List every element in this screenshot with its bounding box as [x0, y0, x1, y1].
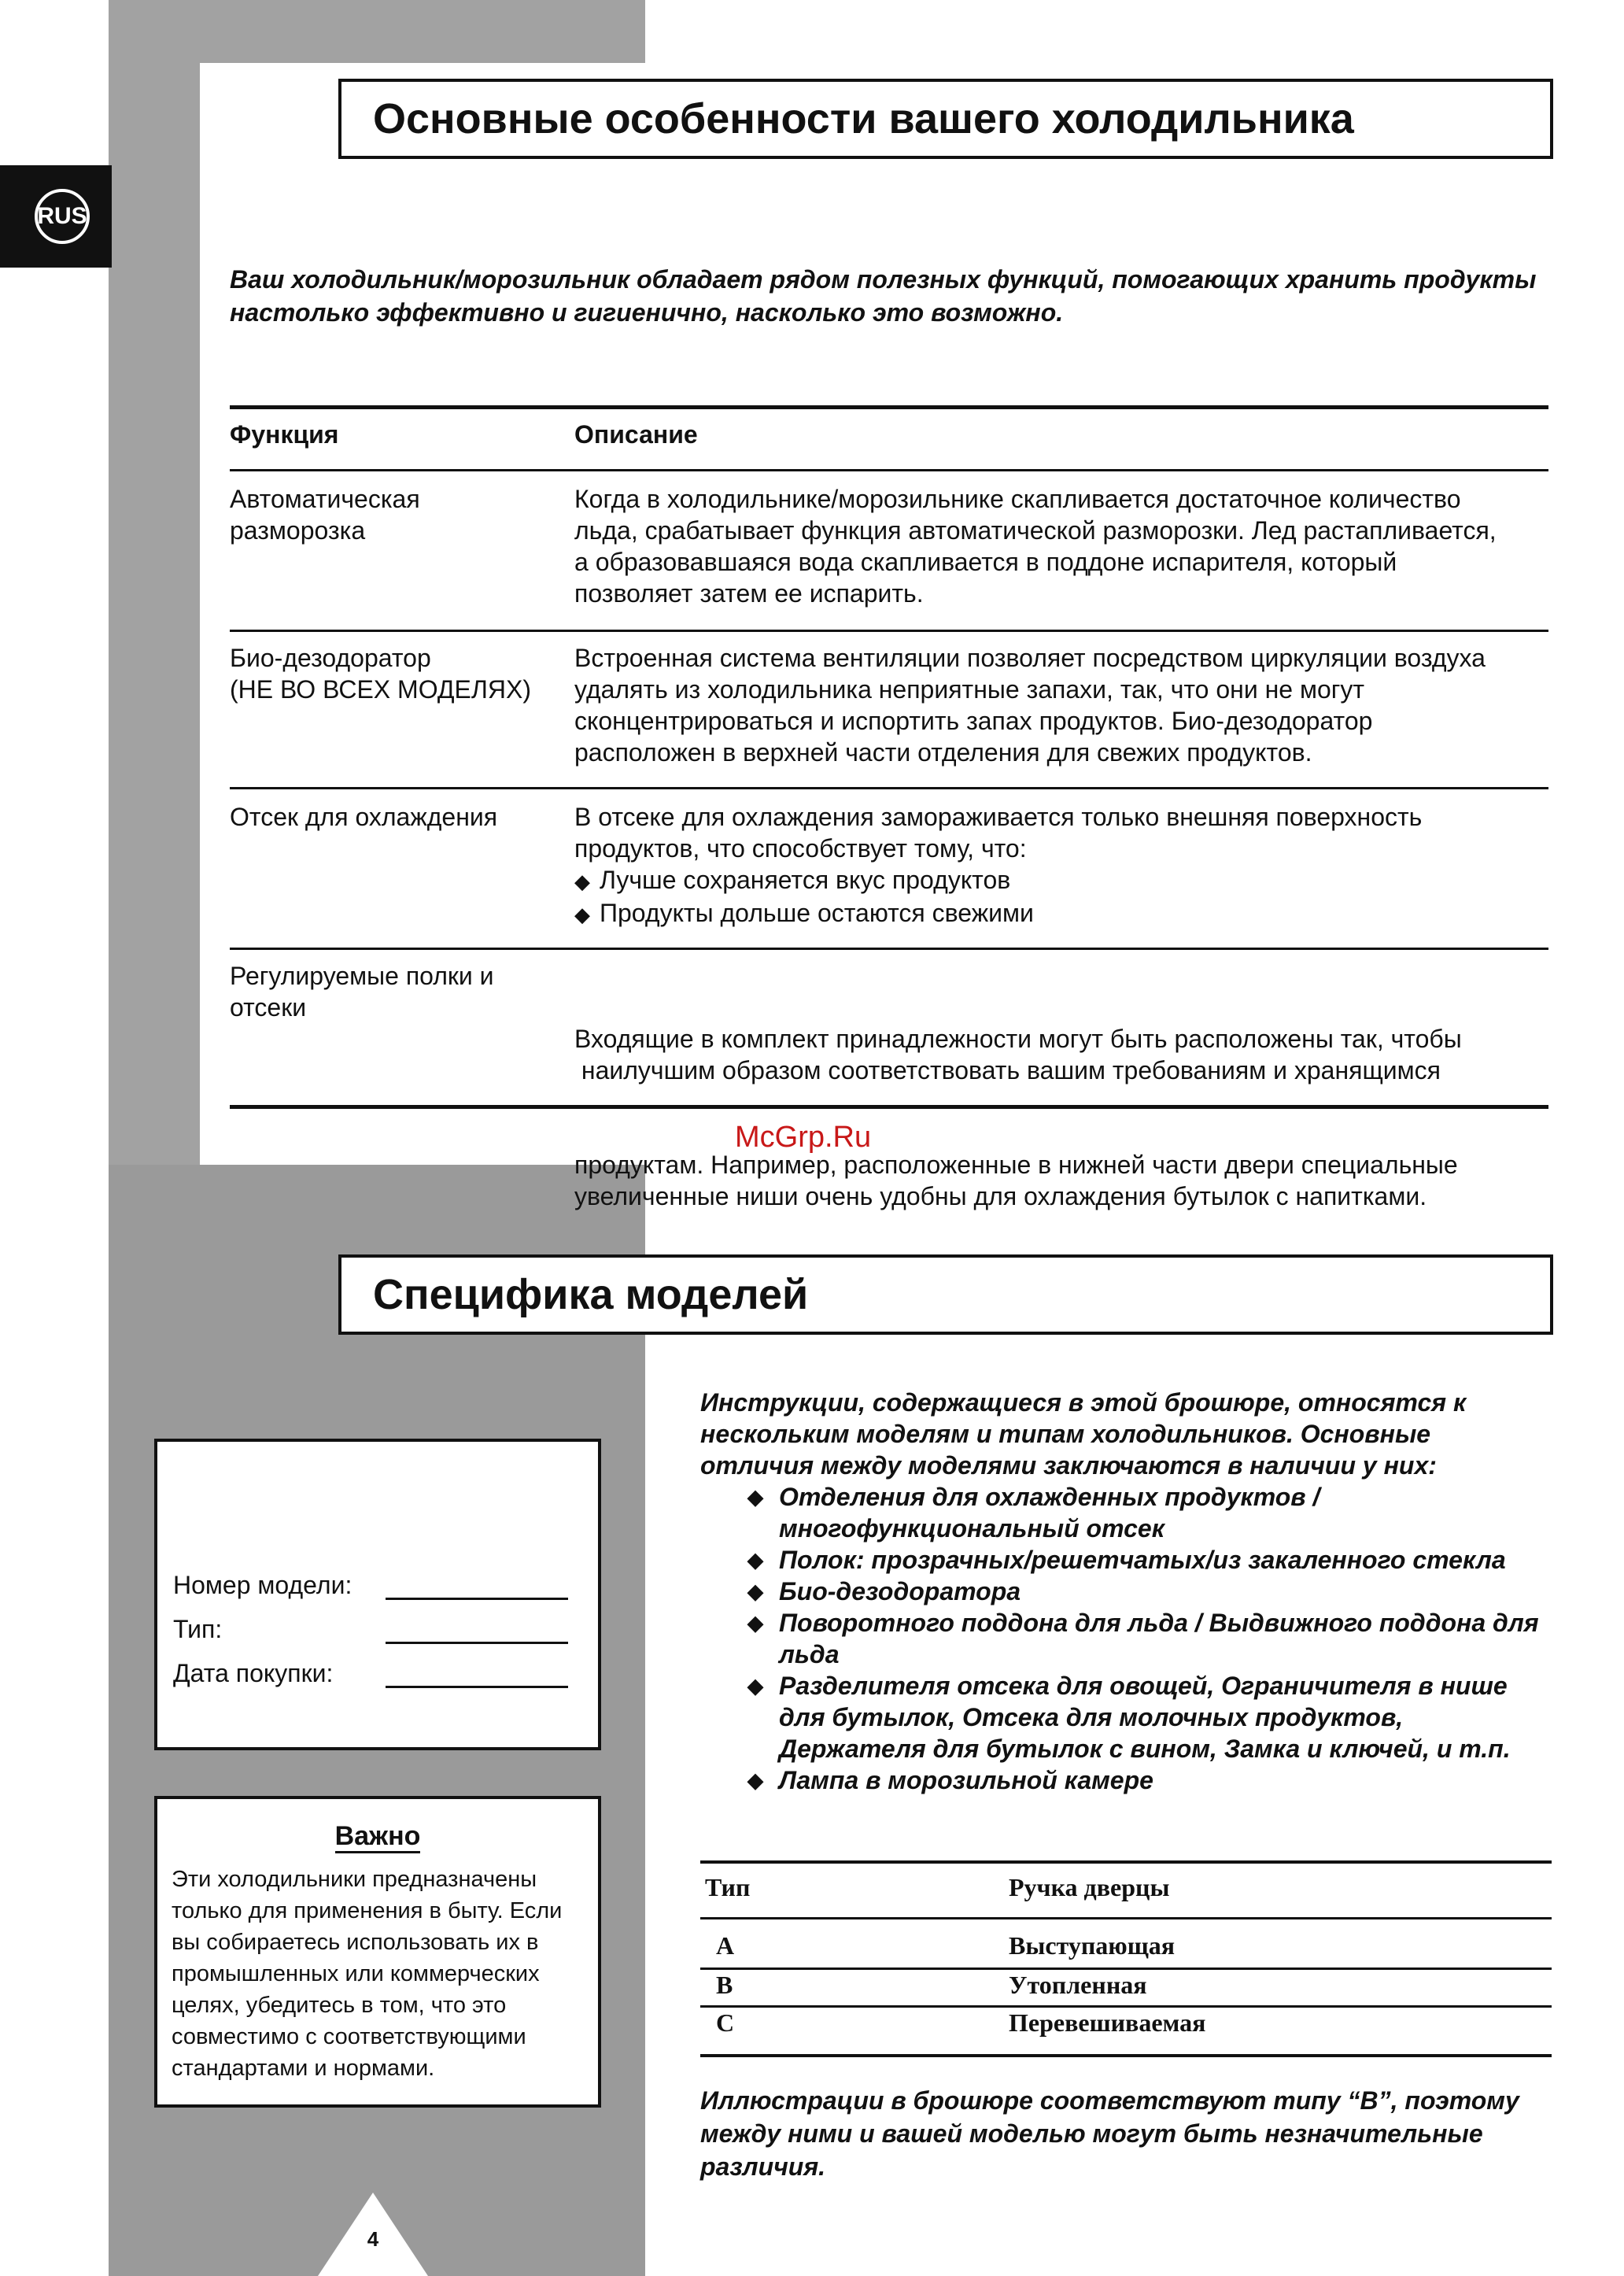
feature-desc-auto-defrost: Когда в холодильнике/морозильнике скапливается достаточное количество льда, срабатывает функция автоматической разморозки. Лед растапливается, а образовавшаяся вода скапливается в поддоне испарителя, который позволяет затем ее испарить.	[574, 485, 1497, 608]
type-cell: B	[716, 1971, 733, 1999]
handle-cell: Утопленная	[1009, 1971, 1147, 1999]
page-number: 4	[367, 2227, 379, 2251]
important-notice	[154, 1796, 601, 2108]
handle-col-header: Ручка дверцы	[1009, 1873, 1170, 1901]
feature-name-chill-compartment: Отсек для охлаждения	[230, 803, 498, 831]
list-item: ◆ Полок: прозрачных/решетчатых/из закаленного стекла	[747, 1544, 1550, 1576]
important-text: Эти холодильники предназначены только для применения в быту. Если вы собираетесь использовать их в промышленных или коммерческих целях, убедитесь в том, что это совместимо с соответствующими стандартами и нормами.	[172, 1867, 563, 2081]
model-number-field[interactable]	[386, 1598, 568, 1600]
header-rule	[230, 469, 1548, 471]
model-number-label: Номер модели:	[173, 1571, 352, 1599]
list-item: ◆ Поворотного поддона для льда / Выдвижного поддона для льда	[747, 1607, 1550, 1670]
rus-badge: RUS	[35, 189, 90, 244]
type-label: Тип:	[173, 1615, 223, 1643]
feature-desc-chill-compartment: В отсеке для охлаждения замораживается только внешняя поверхность продуктов, что способствует тому, что: ◆ Лучше сохраняется вкус продуктов ◆ Продукты дольше остаются свежими	[574, 801, 1550, 930]
purchase-date-label: Дата покупки:	[173, 1659, 334, 1687]
bullet-item: ◆ Продукты дольше остаются свежими	[574, 897, 1550, 930]
type-cell: C	[716, 2008, 735, 2037]
header-function: Функция	[230, 420, 339, 449]
type-cell: A	[716, 1931, 735, 1960]
illustration-note: Иллюстрации в брошюре соответствуют типу “B”, поэтому между ними и вашей моделью могут быть незначительные различия.	[700, 2086, 1519, 2181]
bullet-item: ◆ Лучше сохраняется вкус продуктов	[574, 864, 1550, 897]
section-title-specifics: Специфика моделей	[338, 1254, 1553, 1335]
header-description: Описание	[574, 420, 698, 449]
list-item: ◆ Лампа в морозильной камере	[747, 1764, 1550, 1796]
type-table-row-rule	[700, 1967, 1552, 1970]
handle-cell: Выступающая	[1009, 1931, 1176, 1960]
row-rule	[230, 630, 1548, 632]
handle-cell: Перевешиваемая	[1009, 2008, 1206, 2037]
feature-name-bio-deodorizer: Био-дезодоратор (НЕ ВО ВСЕХ МОДЕЛЯХ)	[230, 644, 531, 704]
feature-name-auto-defrost: Автоматическая разморозка	[230, 485, 420, 545]
purchase-date-field[interactable]	[386, 1686, 568, 1688]
feature-desc-adjustable-shelves: Входящие в комплект принадлежности могут быть расположены так, чтобы наилучшим образом соответствовать вашим требованиям и хранящимся продуктам. Например, расположенные в нижней части двери специальные увеличенные ниши очень удобны для охлаждения бутылок с напитками.	[574, 1025, 1462, 1210]
table-bottom-rule	[230, 1105, 1548, 1109]
type-table-header-rule	[700, 1917, 1552, 1919]
row-rule	[230, 948, 1548, 950]
row-rule	[230, 787, 1548, 789]
feature-desc-bio-deodorizer: Встроенная система вентиляции позволяет посредством циркуляции воздуха удалять из холодильника неприятные запахи, так, что они не могут сконцентрироваться и испортить запах продуктов. Био-дезодоратор расположен в верхней части отделения для свежих продуктов.	[574, 644, 1486, 767]
list-item: ◆ Разделителя отсека для овощей, Ограничителя в нише для бутылок, Отсека для молочных продуктов, Держателя для бутылок с вином, Замка и ключей, и т.п.	[747, 1670, 1550, 1764]
table-top-rule	[230, 405, 1548, 409]
important-title: Важно	[157, 1821, 598, 1852]
watermark-text: McGrp.Ru	[735, 1121, 872, 1154]
type-col-header: Тип	[705, 1873, 751, 1901]
model-info-form	[154, 1439, 601, 1750]
type-table-bottom-rule	[700, 2054, 1552, 2057]
list-item: ◆ Отделения для охлажденных продуктов / многофункциональный отсек	[747, 1481, 1550, 1544]
features-intro: Ваш холодильник/морозильник обладает рядом полезных функций, помогающих хранить продукты настолько эффективно и гигиенично, насколько это возможно.	[230, 265, 1537, 327]
section-title-features: Основные особенности вашего холодильника	[338, 79, 1553, 159]
list-item: ◆ Био-дезодоратора	[747, 1576, 1550, 1607]
type-table-top-rule	[700, 1860, 1552, 1864]
feature-name-adjustable-shelves: Регулируемые полки и отсеки	[230, 962, 494, 1022]
specifics-intro: Инструкции, содержащиеся в этой брошюре, относятся к нескольким моделям и типам холодильников. Основные отличия между моделями заключаются в наличии у них:	[700, 1388, 1467, 1480]
type-table-row-rule	[700, 2005, 1552, 2008]
differences-list	[747, 1481, 1550, 1796]
type-field[interactable]	[386, 1642, 568, 1644]
